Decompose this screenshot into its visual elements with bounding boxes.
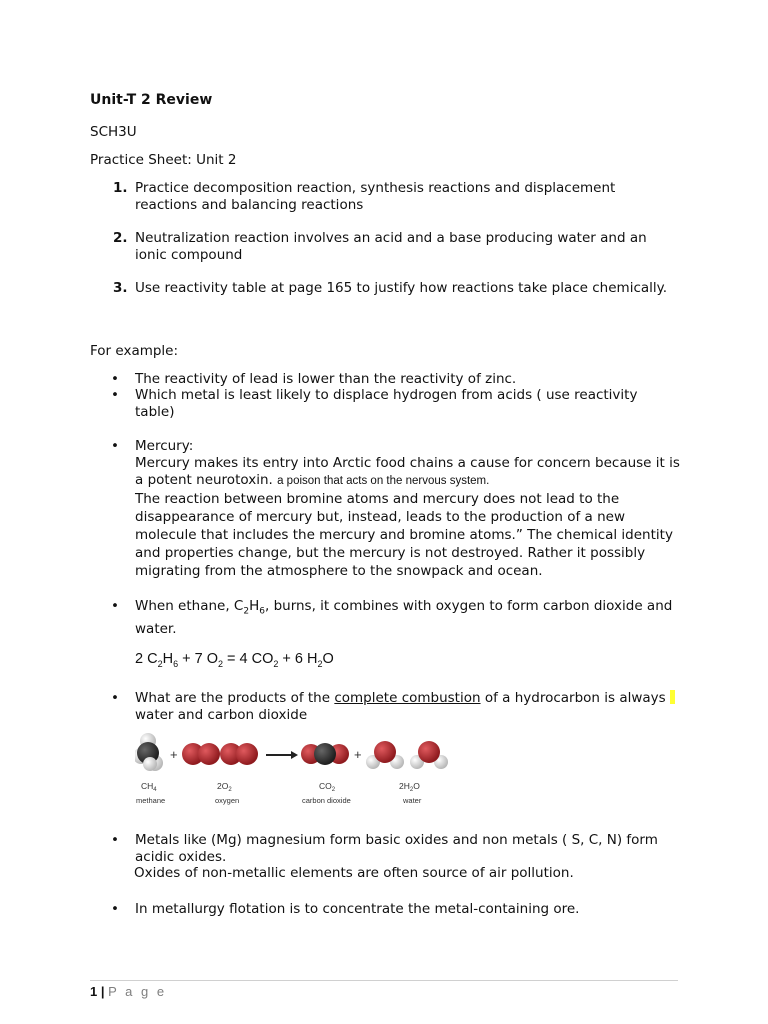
eq-sub: 2 <box>157 658 163 669</box>
bullet-text: Which metal is least likely to displace hydrogen from acids ( use reactivity table) <box>135 387 638 420</box>
label-formula: $2O_2$ <box>217 781 232 793</box>
item-number: 2. <box>113 230 128 246</box>
bullet-item-combustion <box>90 690 680 724</box>
document-title: Unit-T 2 Review <box>90 92 213 108</box>
label-name: methane <box>136 796 166 805</box>
mercury-paragraph-2: The reaction between bromine atoms and mercury does not lead to the disappearance of mercury but, instead, leads to the production of a new molecule that includes the mercury and bromine atoms.” The chemical identity and properties change, but the mercury is not destroyed. Rather it possibly migrating from the atmosphere to the snowpack and ocean. <box>135 491 673 579</box>
numbered-item <box>90 280 680 297</box>
eq-part: 2 C <box>135 651 158 667</box>
carbon-dioxide-molecule-icon <box>301 743 349 765</box>
footer-separator: | <box>100 984 105 999</box>
sheet-heading: Practice Sheet: Unit 2 <box>90 152 237 168</box>
ethane-text: , burns, it combines with oxygen to form carbon dioxide and water. <box>135 598 673 637</box>
ethane-text: When ethane, C <box>135 598 244 614</box>
reaction-arrow-icon <box>266 751 298 759</box>
bullet-icon: • <box>111 598 119 614</box>
plus-sign: + <box>170 747 178 762</box>
methane-molecule-icon <box>135 733 163 771</box>
bullet-item <box>90 387 680 421</box>
eq-part: O <box>322 651 334 667</box>
combustion-molecule-diagram <box>135 733 455 809</box>
footer-divider <box>90 980 678 981</box>
combustion-text: of a hydrocarbon is always <box>480 690 670 706</box>
numbered-item <box>90 230 680 264</box>
bullet-icon: • <box>111 832 119 848</box>
mercury-paragraph-1: Mercury makes its entry into Arctic food chains a cause for concern because it is a potent neurotoxin. <box>135 455 680 488</box>
bullet-item-flotation <box>90 901 680 918</box>
item-number: 3. <box>113 280 128 296</box>
bullet-icon: • <box>111 901 119 917</box>
label-formula: $CO_2$ <box>319 781 336 793</box>
page-footer <box>90 984 167 999</box>
ethane-text: H <box>249 598 260 614</box>
item-number: 1. <box>113 180 128 196</box>
bullet-item-oxides <box>90 832 680 866</box>
eq-part: H <box>162 651 174 667</box>
oxygen-molecules-icon <box>182 743 258 765</box>
bullet-text: Metals like (Mg) magnesium form basic oxides and non metals ( S, C, N) form acidic oxides. <box>135 832 658 865</box>
example-intro: For example: <box>90 343 179 359</box>
combustion-text: What are the products of the <box>135 690 335 706</box>
item-text: Practice decomposition reaction, synthesis reactions and displacement reactions and balancing reactions <box>135 180 616 213</box>
combustion-answer: water and carbon dioxide <box>135 707 308 723</box>
subscript: 2 <box>243 606 250 617</box>
complete-combustion-link-text: complete combustion <box>334 690 481 706</box>
bullet-item-mercury <box>90 438 680 580</box>
label-name: oxygen <box>215 796 240 805</box>
bullet-icon: • <box>111 371 119 387</box>
eq-sub: 2 <box>218 658 224 669</box>
page-word: P a g e <box>108 984 167 999</box>
bullet-icon: • <box>111 387 119 403</box>
mercury-heading: Mercury: <box>135 438 194 454</box>
label-name: carbon dioxide <box>302 796 351 805</box>
eq-part: = 4 CO <box>223 651 274 667</box>
bullet-text: The reactivity of lead is lower than the reactivity of zinc. <box>135 371 517 387</box>
eq-sub: 6 <box>173 658 179 669</box>
bullet-text <box>135 438 680 580</box>
text-cursor-highlight <box>670 690 675 704</box>
bullet-item <box>90 371 680 388</box>
item-text: Neutralization reaction involves an acid and a base producing water and an ionic compound <box>135 230 647 263</box>
numbered-item <box>90 180 680 214</box>
plus-sign: + <box>354 747 362 762</box>
label-formula: $CH_4$ <box>141 781 157 793</box>
eq-sub: 2 <box>317 658 323 669</box>
eq-part: + 7 O <box>178 651 218 667</box>
label-name: water <box>403 796 422 805</box>
bullet-text <box>135 690 680 724</box>
eq-part: + 6 H <box>278 651 318 667</box>
bullet-icon: • <box>111 438 119 454</box>
oxides-pollution-note: Oxides of non-metallic elements are often source of air pollution. <box>134 865 574 881</box>
bullet-item-ethane <box>90 598 680 638</box>
bullet-text <box>135 598 680 638</box>
page-number: 1 <box>90 984 98 999</box>
eq-sub: 2 <box>273 658 279 669</box>
water-molecules-icon <box>366 741 448 769</box>
subscript: 6 <box>259 606 265 617</box>
course-code: SCH3U <box>90 124 137 140</box>
neurotoxin-definition: a poison that acts on the nervous system. <box>277 475 490 487</box>
bullet-text: In metallurgy flotation is to concentrate the metal-containing ore. <box>135 901 580 917</box>
bullet-icon: • <box>111 690 119 706</box>
item-text: Use reactivity table at page 165 to justify how reactions take place chemically. <box>135 280 667 296</box>
combustion-equation <box>135 651 334 669</box>
label-formula: $2H_2O$ <box>399 781 420 793</box>
